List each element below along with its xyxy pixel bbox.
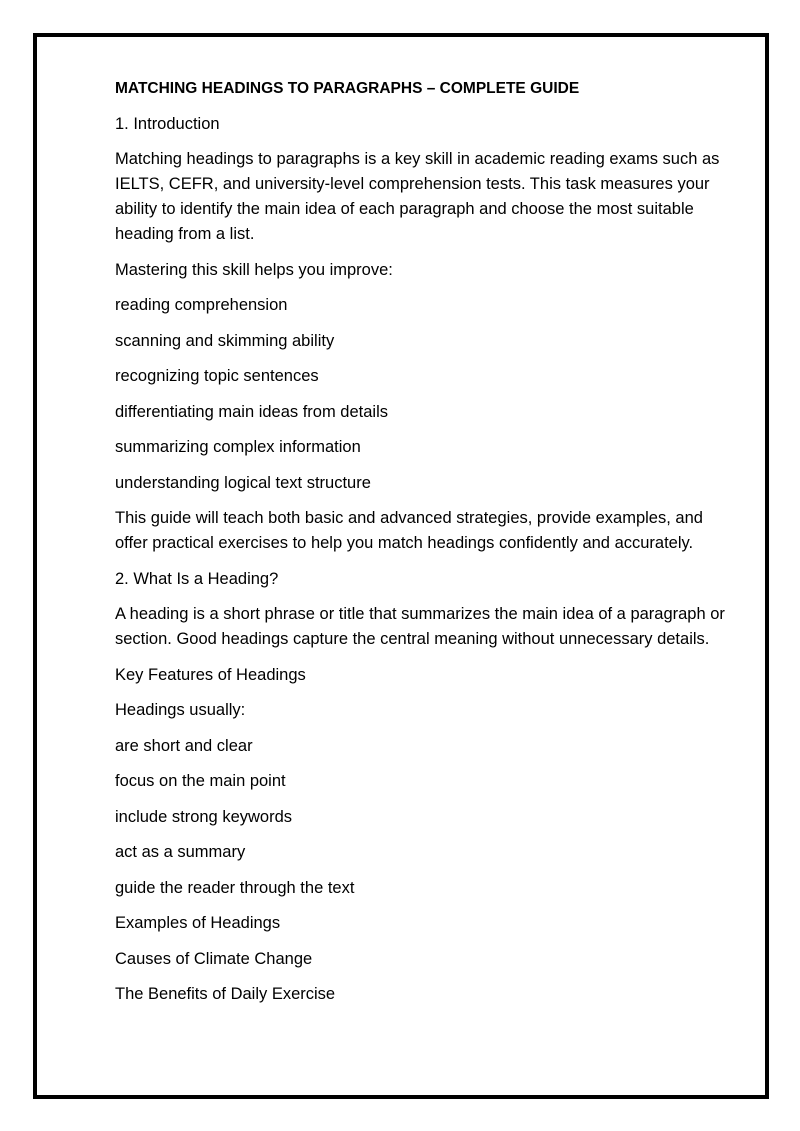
document-body <box>115 76 735 1018</box>
subheading-examples: Examples of Headings <box>115 914 281 932</box>
paragraph-mastering: Mastering this skill helps you improve: <box>115 260 393 279</box>
list-item: guide the reader through the text <box>115 878 355 897</box>
example-heading: Causes of Climate Change <box>115 949 313 968</box>
list-item: are short and clear <box>115 736 253 755</box>
section-heading-introduction: 1. Introduction <box>115 114 220 133</box>
list-item: scanning and skimming ability <box>115 331 335 350</box>
document-title: MATCHING HEADINGS TO PARAGRAPHS – COMPLETE GUIDE <box>115 80 580 97</box>
paragraph-intro: Matching headings to paragraphs is a key skill in academic reading exams such as IELTS, CEFR, and university-level comprehension tests. This task measures your ability to identify the main idea of each paragraph and choose the most suitable heading from a list. <box>115 150 720 243</box>
list-item: include strong keywords <box>115 807 293 826</box>
section-heading-what-is-heading: 2. What Is a Heading? <box>115 569 279 588</box>
paragraph-heading-definition: A heading is a short phrase or title that summarizes the main idea of a paragraph or section. Good headings capture the central meaning without unnecessary details. <box>115 605 725 648</box>
list-item: summarizing complex information <box>115 438 361 456</box>
list-item: focus on the main point <box>115 772 286 790</box>
list-item: recognizing topic sentences <box>115 367 319 385</box>
subheading-key-features: Key Features of Headings <box>115 665 306 684</box>
list-item: reading comprehension <box>115 296 288 314</box>
paragraph-guide: This guide will teach both basic and advanced strategies, provide examples, and offer practical exercises to help you match headings confidently and accurately. <box>115 509 703 552</box>
example-heading: The Benefits of Daily Exercise <box>115 985 336 1003</box>
list-item: act as a summary <box>115 843 246 861</box>
paragraph-headings-usually: Headings usually: <box>115 701 246 719</box>
list-item: understanding logical text structure <box>115 473 371 492</box>
list-item: differentiating main ideas from details <box>115 402 389 421</box>
